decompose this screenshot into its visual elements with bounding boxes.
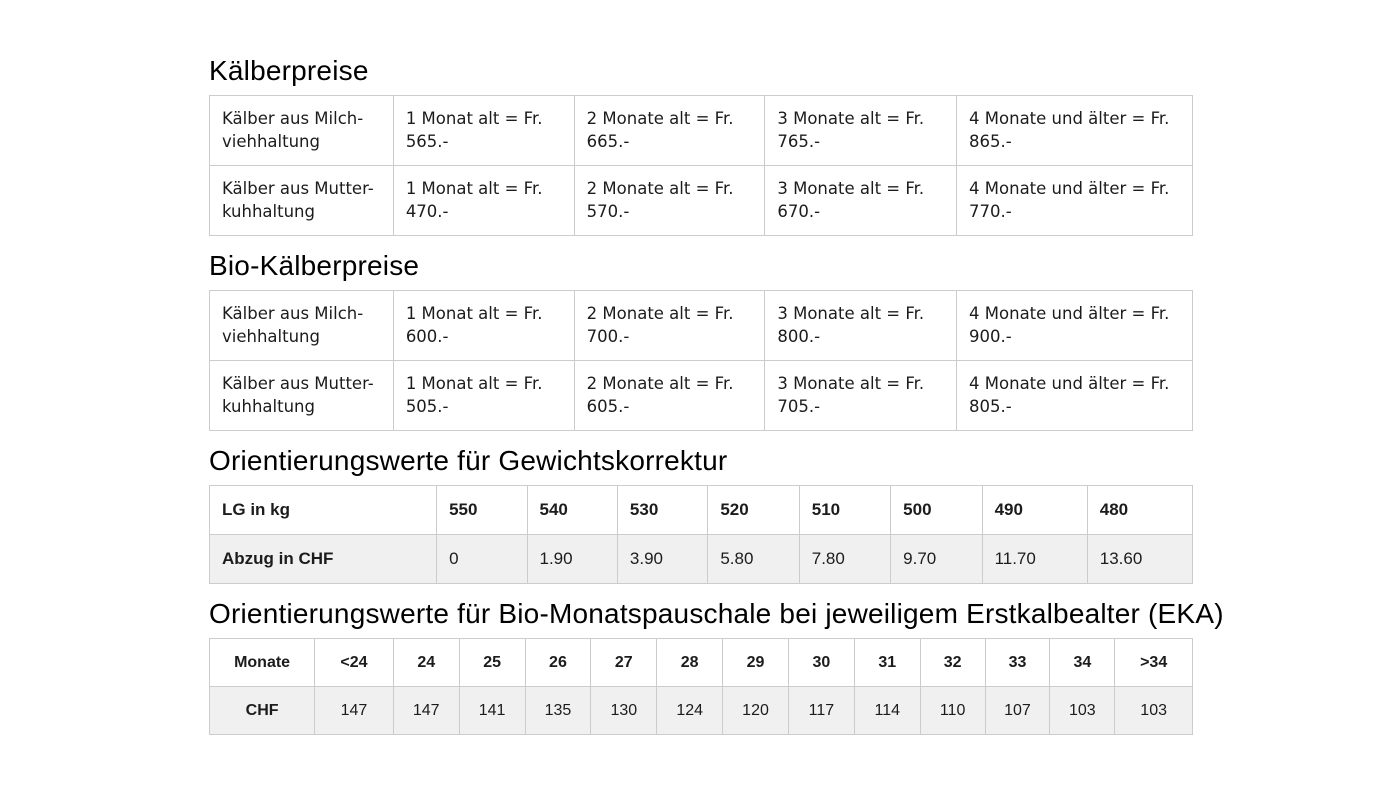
table-cell: 31 [854,639,920,687]
table-cell: 147 [393,687,459,735]
section-bio-monatspauschale [209,598,1224,735]
kaelberpreise-table [209,95,1193,236]
table-row [210,687,1193,735]
table-cell: 103 [1050,687,1115,735]
table-cell: 4 Monate und älter = Fr. 805.- [957,361,1193,431]
table-cell: Kälber aus Mutter- kuhhaltung [210,166,394,236]
table-cell: 4 Monate und älter = Fr. 865.- [957,96,1193,166]
table-cell: 1 Monat alt = Fr. 505.- [393,361,574,431]
table-cell: 3 Monate alt = Fr. 705.- [765,361,957,431]
table-row [210,291,1193,361]
table-cell: 29 [723,639,789,687]
table-cell: 1.90 [527,535,617,584]
table-cell: 33 [985,639,1050,687]
bio-monatspauschale-table [209,638,1193,735]
table-cell: 490 [982,486,1087,535]
table-row [210,639,1193,687]
table-cell: 110 [920,687,985,735]
table-cell: 3 Monate alt = Fr. 670.- [765,166,957,236]
section-title-bio-kaelberpreise: Bio-Kälberpreise [209,250,420,281]
table-cell: 28 [657,639,723,687]
table-cell: 2 Monate alt = Fr. 570.- [574,166,765,236]
table-cell: Kälber aus Milch- viehhaltung [210,96,394,166]
table-cell: 124 [657,687,723,735]
section-title-gewichtskorrektur: Orientierungswerte für Gewichtskorrektur [209,445,728,476]
table-cell: 107 [985,687,1050,735]
table-cell: 1 Monat alt = Fr. 470.- [393,166,574,236]
table-cell: 520 [708,486,799,535]
section-bio-kaelberpreise [209,250,1193,431]
table-row [210,361,1193,431]
table-cell: 25 [459,639,525,687]
table-cell: CHF [210,687,315,735]
table-cell: 114 [854,687,920,735]
table-row [210,535,1193,584]
table-cell: 34 [1050,639,1115,687]
table-cell: Kälber aus Milch- viehhaltung [210,291,394,361]
table-cell: 27 [591,639,657,687]
table-cell: 141 [459,687,525,735]
table-cell: 1 Monat alt = Fr. 600.- [393,291,574,361]
table-cell: 103 [1115,687,1193,735]
page-content [209,0,1224,735]
table-cell: 3 Monate alt = Fr. 765.- [765,96,957,166]
table-cell: 510 [799,486,890,535]
section-kaelberpreise [209,55,1193,236]
table-cell: 3 Monate alt = Fr. 800.- [765,291,957,361]
table-cell: 1 Monat alt = Fr. 565.- [393,96,574,166]
table-cell: 0 [437,535,527,584]
table-cell: 5.80 [708,535,799,584]
table-cell: 4 Monate und älter = Fr. 770.- [957,166,1193,236]
table-cell: 135 [525,687,591,735]
table-cell: Kälber aus Mutter- kuhhaltung [210,361,394,431]
table-cell: 147 [315,687,394,735]
table-cell: 4 Monate und älter = Fr. 900.- [957,291,1193,361]
section-title-kaelberpreise: Kälberpreise [209,55,369,86]
table-cell: 120 [723,687,789,735]
table-cell: Monate [210,639,315,687]
table-cell: >34 [1115,639,1193,687]
table-row [210,166,1193,236]
table-cell: 32 [920,639,985,687]
table-cell: 2 Monate alt = Fr. 700.- [574,291,765,361]
section-gewichtskorrektur [209,445,1193,584]
table-cell: 540 [527,486,617,535]
table-cell: Abzug in CHF [210,535,437,584]
gewichtskorrektur-table [209,485,1193,584]
table-cell: 2 Monate alt = Fr. 665.- [574,96,765,166]
table-cell: 3.90 [617,535,707,584]
table-cell: 117 [788,687,854,735]
table-row [210,96,1193,166]
table-cell: 130 [591,687,657,735]
table-cell: 13.60 [1087,535,1192,584]
bio-kaelberpreise-table [209,290,1193,431]
table-row [210,486,1193,535]
table-cell: 550 [437,486,527,535]
table-cell: 11.70 [982,535,1087,584]
table-cell: 9.70 [891,535,982,584]
table-cell: LG in kg [210,486,437,535]
table-cell: 7.80 [799,535,890,584]
table-cell: 480 [1087,486,1192,535]
table-cell: 530 [617,486,707,535]
table-cell: <24 [315,639,394,687]
table-cell: 2 Monate alt = Fr. 605.- [574,361,765,431]
table-cell: 500 [891,486,982,535]
section-title-bio-monatspauschale: Orientierungswerte für Bio-Monatspauschale bei jeweiligem Erstkalbealter (EKA) [209,598,1224,629]
table-cell: 30 [788,639,854,687]
table-cell: 24 [393,639,459,687]
table-cell: 26 [525,639,591,687]
